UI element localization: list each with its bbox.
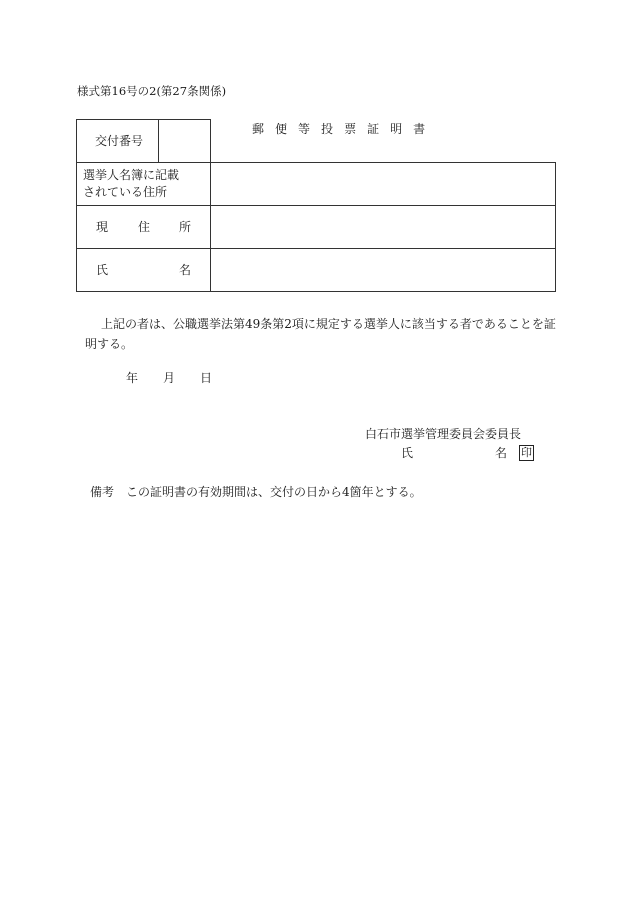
issuer-name-label-char: 氏: [401, 446, 414, 460]
title-char: 便: [275, 122, 288, 136]
name-field[interactable]: [213, 250, 553, 290]
current-address-label-char: 現: [96, 220, 109, 234]
table-rule: [76, 119, 77, 292]
issuer-signature-line: [401, 447, 507, 459]
title-char: 等: [298, 122, 311, 136]
issue-number-label: 交付番号: [95, 134, 144, 148]
table-rule: [210, 119, 211, 292]
table-rule: [158, 119, 159, 163]
registered-address-label-line1: 選挙人名簿に記載: [83, 168, 180, 182]
seal-mark: 印: [521, 446, 532, 459]
title-char: 証: [367, 122, 380, 136]
table-rule: [76, 291, 556, 292]
name-label-char: 氏: [96, 263, 109, 277]
year-label: 年: [126, 371, 139, 385]
title-char: 郵: [252, 122, 265, 136]
title-char: 投: [321, 122, 334, 136]
name-label-char: 名: [179, 263, 192, 277]
issue-number-field[interactable]: [162, 121, 208, 161]
certification-text: [85, 314, 565, 354]
table-rule: [76, 248, 556, 249]
remarks: [90, 486, 422, 498]
certification-sentence: 上記の者は、公職選挙法第49条第2項に規定する選挙人に該当する者であることを証明する。: [85, 317, 556, 351]
title-char: 書: [413, 122, 426, 136]
issue-date: [126, 372, 212, 384]
title-char: 票: [344, 122, 357, 136]
issuer-name-label-char: 名: [495, 446, 508, 460]
current-address-field[interactable]: [213, 207, 553, 247]
current-address-label-char: 所: [179, 220, 192, 234]
table-rule: [555, 162, 556, 292]
remarks-text: この証明書の有効期間は、交付の日から4箇年とする。: [126, 485, 422, 499]
certificate-table: [76, 119, 556, 292]
form-number-label: 様式第16号の2(第27条関係): [77, 84, 227, 98]
table-rule: [76, 119, 210, 120]
registered-address-label-line2: されている住所: [83, 185, 168, 199]
current-address-label-char: 住: [138, 220, 151, 234]
title-char: 明: [390, 122, 403, 136]
registered-address-field[interactable]: [213, 164, 553, 204]
day-label: 日: [200, 371, 213, 385]
table-rule: [76, 162, 556, 163]
month-label: 月: [163, 371, 176, 385]
remarks-label: 備考: [90, 485, 115, 499]
table-rule: [76, 205, 556, 206]
issuer-title: 白石市選挙管理委員会委員長: [365, 427, 522, 441]
